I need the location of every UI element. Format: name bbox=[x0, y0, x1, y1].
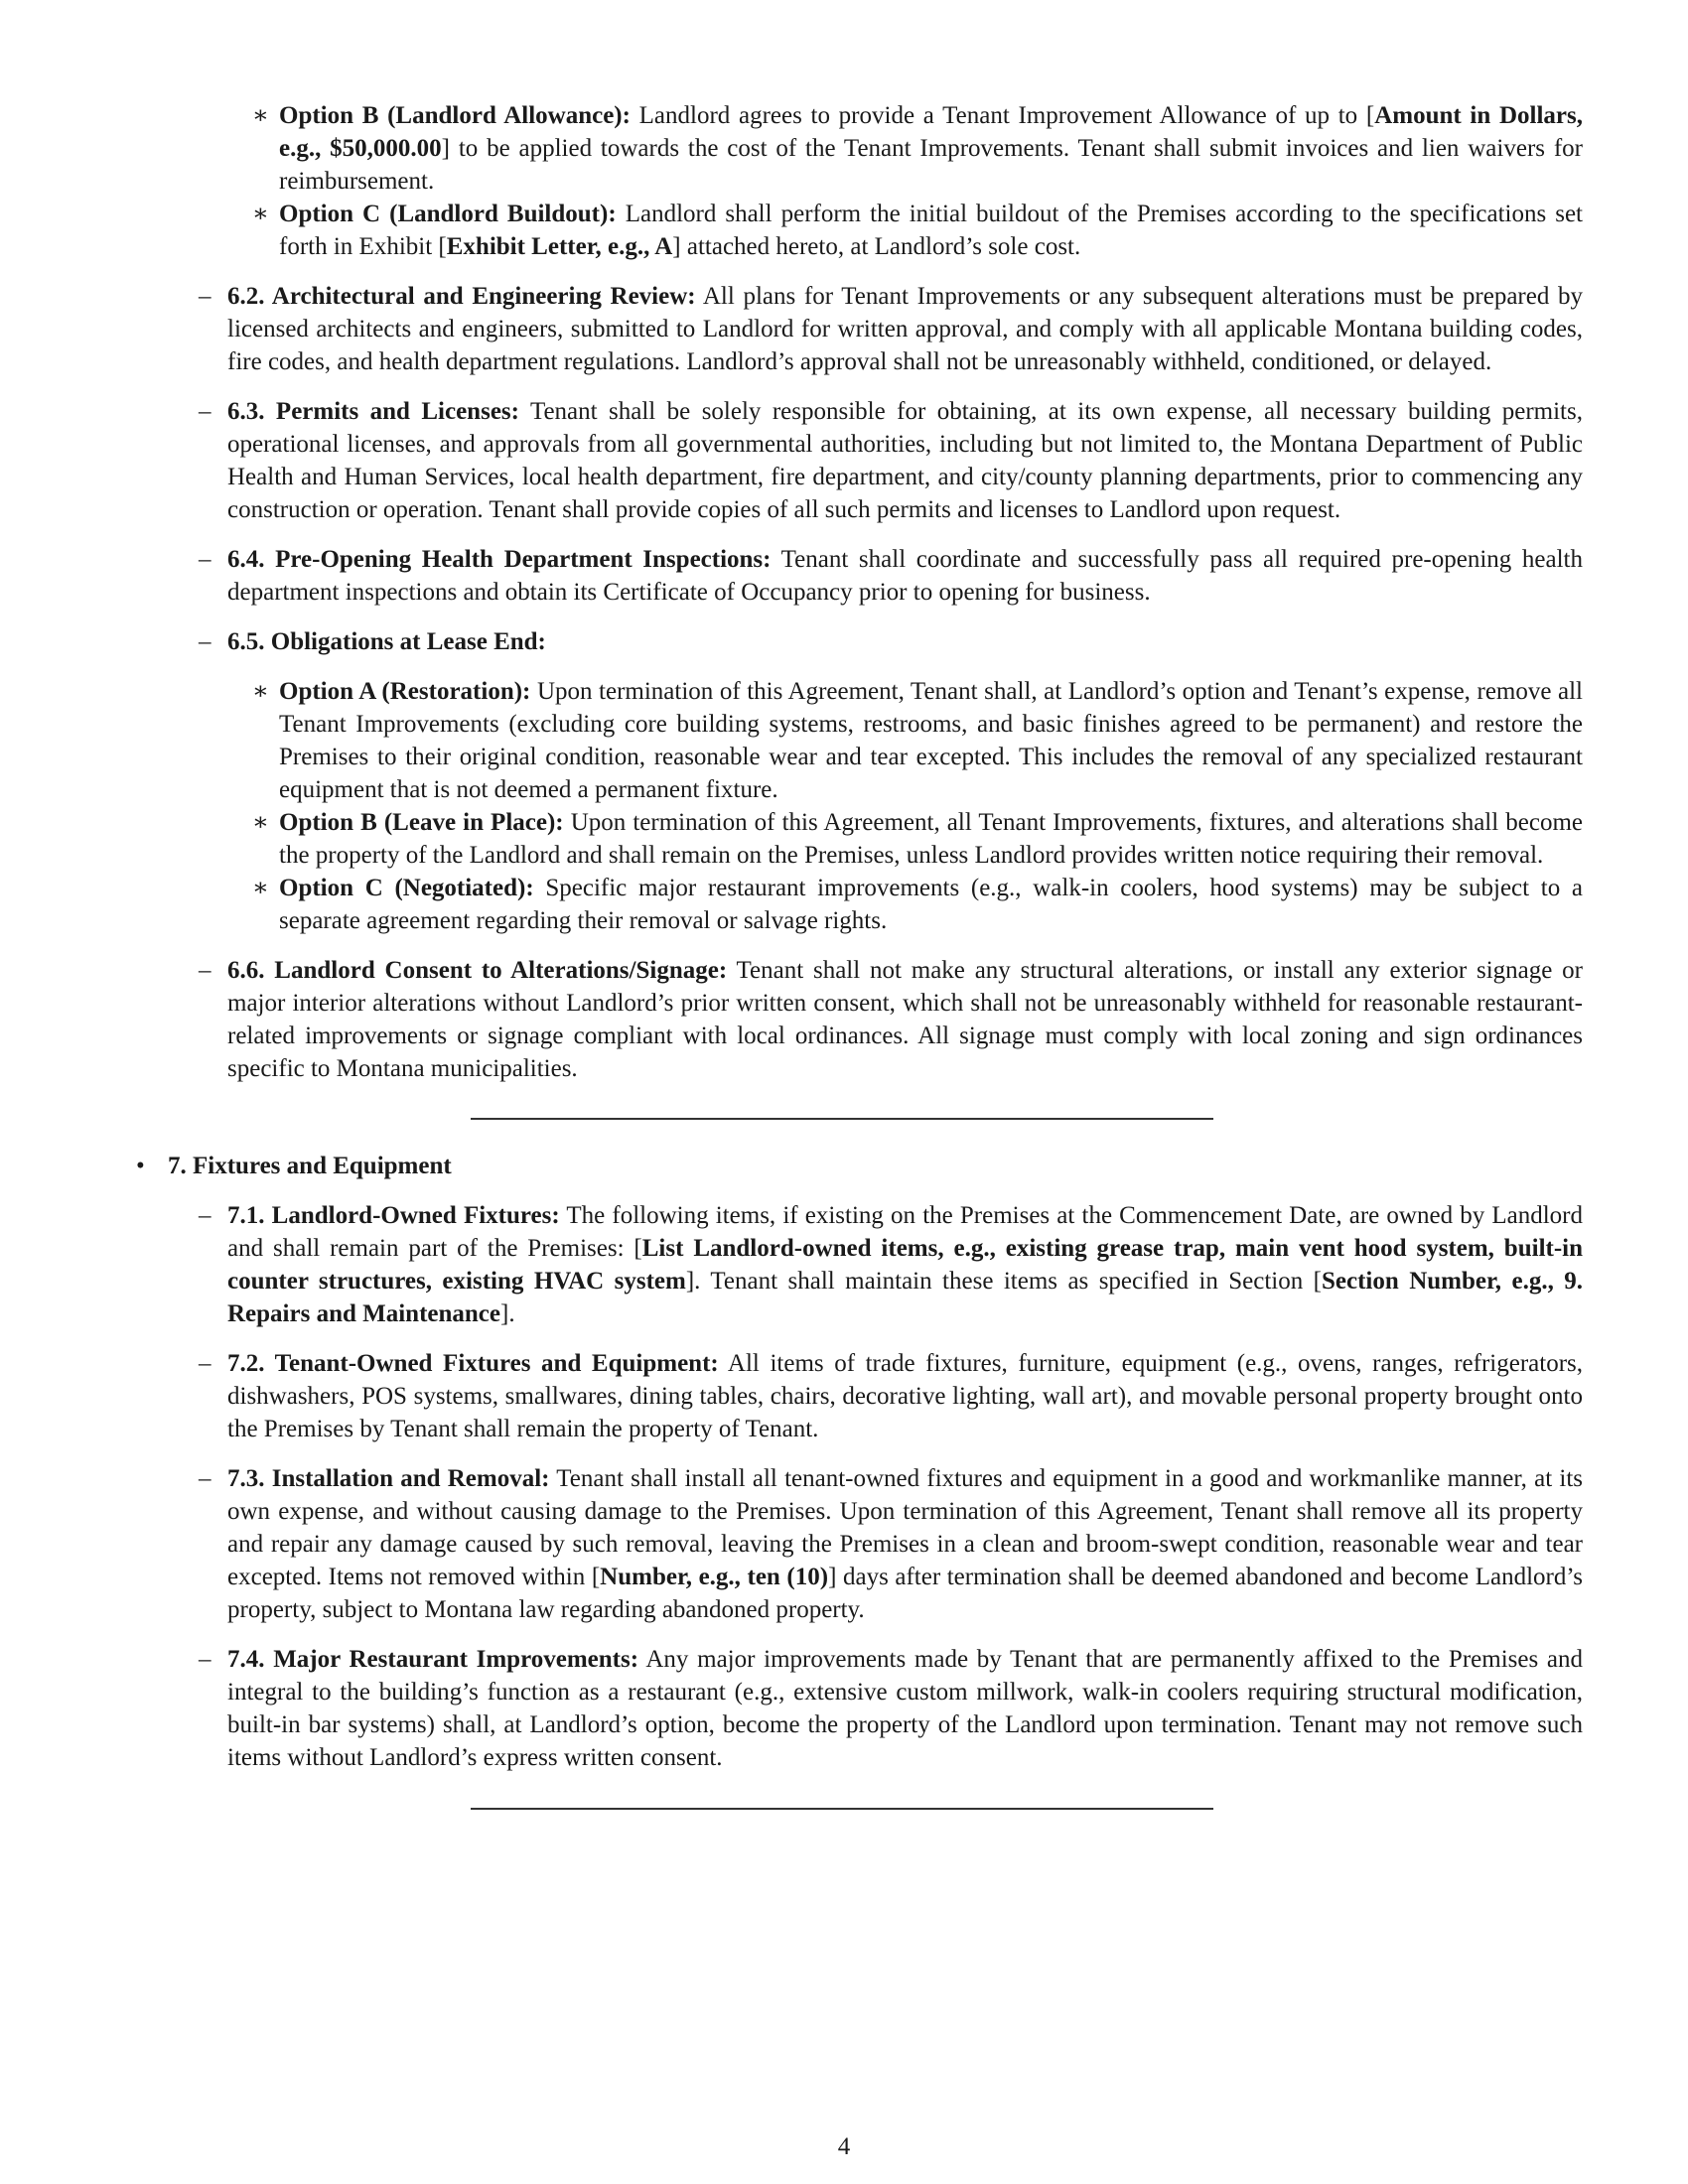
section-label: 7.3. Installation and Removal: bbox=[227, 1465, 550, 1492]
section-body: Tenant shall coordinate and successfully pass all required pre-opening health department inspections and obtain its Certificate of Occupancy prior to opening for business. bbox=[227, 546, 1583, 606]
option-body: Specific major restaurant improvements (e.g., walk-in coolers, hood systems) may be subject to a separate agreement regarding their removal or salvage rights. bbox=[279, 875, 1583, 934]
section-label: 6.4. Pre-Opening Health Department Inspections: bbox=[227, 546, 772, 573]
option-label: Option B (Landlord Allowance): bbox=[279, 102, 631, 129]
option-b-leave-in-place bbox=[252, 806, 1583, 872]
section-6-5 bbox=[199, 625, 1583, 937]
section-6-6 bbox=[199, 954, 1583, 1085]
option-c-negotiated bbox=[252, 872, 1583, 937]
star-marker: ∗ bbox=[252, 201, 269, 227]
section-6-4 bbox=[199, 543, 1583, 609]
bullet-marker: • bbox=[136, 1153, 145, 1179]
section-body: Any major improvements made by Tenant that are permanently affixed to the Premises and integral to the building’s function as a restaurant (e.g., extensive custom millwork, walk-in coolers requiring structural modification, built-in bar systems) shall, at Landlord’s option, become the property of the Landlord upon termination. Tenant may not remove such items without Landlord’s express written consent. bbox=[227, 1646, 1583, 1771]
option-label: Option C (Negotiated): bbox=[279, 875, 534, 901]
text-segment: Landlord shall perform the initial buildout of the Premises according to the specifications set forth in Exhibit [ bbox=[279, 201, 1583, 260]
section-body: Tenant shall be solely responsible for obtaining, at its own expense, all necessary building permits, operational licenses, and approvals from all governmental authorities, including but not limited to, the Montana Department of Public Health and Human Services, local health department, fire department, and city/county planning departments, prior to commencing any construction or operation. Tenant shall provide copies of all such permits and licenses to Landlord upon request. bbox=[227, 398, 1583, 523]
horizontal-rule bbox=[471, 1808, 1213, 1810]
star-marker: ∗ bbox=[252, 809, 269, 836]
page-number: 4 bbox=[837, 2133, 851, 2160]
option-text bbox=[279, 675, 1583, 806]
section-text bbox=[227, 1643, 1583, 1774]
option-body: Upon termination of this Agreement, all Tenant Improvements, fixtures, and alterations shall become the property of the Landlord and shall remain on the Premises, unless Landlord provides written notice requiring their removal. bbox=[279, 809, 1583, 869]
star-marker: ∗ bbox=[252, 102, 269, 129]
section-heading bbox=[168, 1150, 1583, 1182]
placeholder-days: Number, e.g., ten (10) bbox=[600, 1564, 829, 1590]
option-c-landlord-buildout bbox=[252, 198, 1583, 263]
section-body: All plans for Tenant Improvements or any subsequent alterations must be prepared by licensed architects and engineers, submitted to Landlord for written approval, and comply with all applicable Montana building codes, fire codes, and health department regulations. Landlord’s approval shall not be unreasonably withheld, conditioned, or delayed. bbox=[227, 283, 1583, 375]
dash-marker: – bbox=[199, 628, 211, 655]
option-body: Upon termination of this Agreement, Tenant shall, at Landlord’s option and Tenant’s expense, remove all Tenant Improvements (excluding core building systems, restrooms, and basic finishes agreed to be permanent) and restore the Premises to their original condition, reasonable wear and tear excepted. This includes the removal of any specialized restaurant equipment that is not deemed a permanent fixture. bbox=[279, 678, 1583, 803]
option-label: Option B (Leave in Place): bbox=[279, 809, 564, 836]
placeholder-items: List Landlord-owned items, e.g., existing grease trap, main vent hood system, built-in counter structures, existing HVAC system bbox=[227, 1235, 1584, 1295]
dash-marker: – bbox=[199, 398, 211, 425]
section-label: 6.6. Landlord Consent to Alterations/Signage: bbox=[227, 957, 728, 984]
dash-marker: – bbox=[199, 1202, 211, 1229]
dash-marker: – bbox=[199, 1350, 211, 1377]
lease-end-options bbox=[227, 675, 1583, 937]
placeholder-section: Section Number, e.g., 9. Repairs and Maintenance bbox=[227, 1268, 1584, 1327]
section-7-4 bbox=[199, 1643, 1583, 1774]
section-text bbox=[227, 954, 1583, 1085]
text-segment: ]. Tenant shall maintain these items as specified in Section [ bbox=[685, 1268, 1323, 1295]
text-segment: The following items, if existing on the Premises at the Commencement Date, are owned by Landlord and shall remain part of the Premises: [ bbox=[227, 1202, 1584, 1262]
section-text bbox=[227, 1199, 1583, 1330]
section-7-3 bbox=[199, 1462, 1584, 1626]
option-label: Option A (Restoration): bbox=[279, 678, 531, 705]
star-marker: ∗ bbox=[252, 875, 269, 901]
section-label: 7.4. Major Restaurant Improvements: bbox=[227, 1646, 639, 1673]
section-6-2 bbox=[199, 280, 1583, 378]
section-text bbox=[227, 625, 1583, 658]
text-segment: ] attached hereto, at Landlord’s sole cost. bbox=[672, 233, 1081, 260]
option-text bbox=[279, 99, 1583, 198]
option-text bbox=[279, 198, 1583, 263]
section-7 bbox=[136, 1150, 1584, 1774]
section-7-2 bbox=[199, 1347, 1583, 1445]
section-6-3 bbox=[199, 395, 1583, 526]
section-text bbox=[227, 543, 1583, 609]
section-label: 6.5. Obligations at Lease End: bbox=[227, 628, 546, 655]
section-label: 6.2. Architectural and Engineering Review: bbox=[227, 283, 696, 310]
section-7-1 bbox=[199, 1199, 1584, 1330]
section-label: 6.3. Permits and Licenses: bbox=[227, 398, 519, 425]
star-marker: ∗ bbox=[252, 678, 269, 705]
section-text bbox=[227, 1462, 1583, 1626]
document-page bbox=[0, 99, 1688, 1810]
dash-marker: – bbox=[199, 1646, 211, 1673]
option-a-restoration bbox=[252, 675, 1583, 806]
section-body: All items of trade fixtures, furniture, equipment (e.g., ovens, ranges, refrigerators, dishwashers, POS systems, smallwares, dining tables, chairs, decorative lighting, wall art), and movable personal property brought onto the Premises by Tenant shall remain the property of Tenant. bbox=[227, 1350, 1583, 1442]
option-text bbox=[279, 872, 1583, 937]
placeholder-exhibit: Exhibit Letter, e.g., A bbox=[446, 233, 673, 260]
text-segment: ] days after termination shall be deemed abandoned and become Landlord’s property, subject to Montana law regarding abandoned property. bbox=[227, 1564, 1584, 1623]
dash-marker: – bbox=[199, 546, 211, 573]
section-body: Tenant shall not make any structural alterations, or install any exterior signage or major interior alterations without Landlord’s prior written consent, which shall not be unreasonably withheld for reasonable restaurant-related improvements or signage compliant with local ordinances. All signage must comply with local zoning and sign ordinances specific to Montana municipalities. bbox=[227, 957, 1583, 1082]
dash-marker: – bbox=[199, 1465, 211, 1492]
text-segment: Tenant shall install all tenant-owned fixtures and equipment in a good and workmanlike manner, at its own expense, and without causing damage to the Premises. Upon termination of this Agreement, Tenant shall remove all its property and repair any damage caused by such removal, leaving the Premises in a clean and broom-swept condition, reasonable wear and tear excepted. Items not removed within [ bbox=[227, 1465, 1583, 1590]
option-text bbox=[279, 806, 1583, 872]
placeholder-amount: Amount in Dollars, e.g., $50,000.00 bbox=[279, 102, 1583, 162]
section-text bbox=[227, 395, 1583, 526]
text-segment: ]. bbox=[500, 1300, 515, 1327]
text-segment: ] to be applied towards the cost of the Tenant Improvements. Tenant shall submit invoices and lien waivers for reimbursement. bbox=[279, 135, 1583, 195]
section-label: 7.2. Tenant-Owned Fixtures and Equipment: bbox=[227, 1350, 719, 1377]
section-7-title: 7. Fixtures and Equipment bbox=[168, 1153, 452, 1179]
section-text bbox=[227, 1347, 1583, 1445]
section-label: 7.1. Landlord-Owned Fixtures: bbox=[227, 1202, 560, 1229]
horizontal-rule bbox=[471, 1118, 1213, 1120]
dash-marker: – bbox=[199, 957, 211, 984]
text-segment: Landlord agrees to provide a Tenant Improvement Allowance of up to [ bbox=[630, 102, 1375, 129]
option-b-landlord-allowance bbox=[252, 99, 1583, 198]
option-label: Option C (Landlord Buildout): bbox=[279, 201, 617, 227]
dash-marker: – bbox=[199, 283, 211, 310]
section-text bbox=[227, 280, 1583, 378]
